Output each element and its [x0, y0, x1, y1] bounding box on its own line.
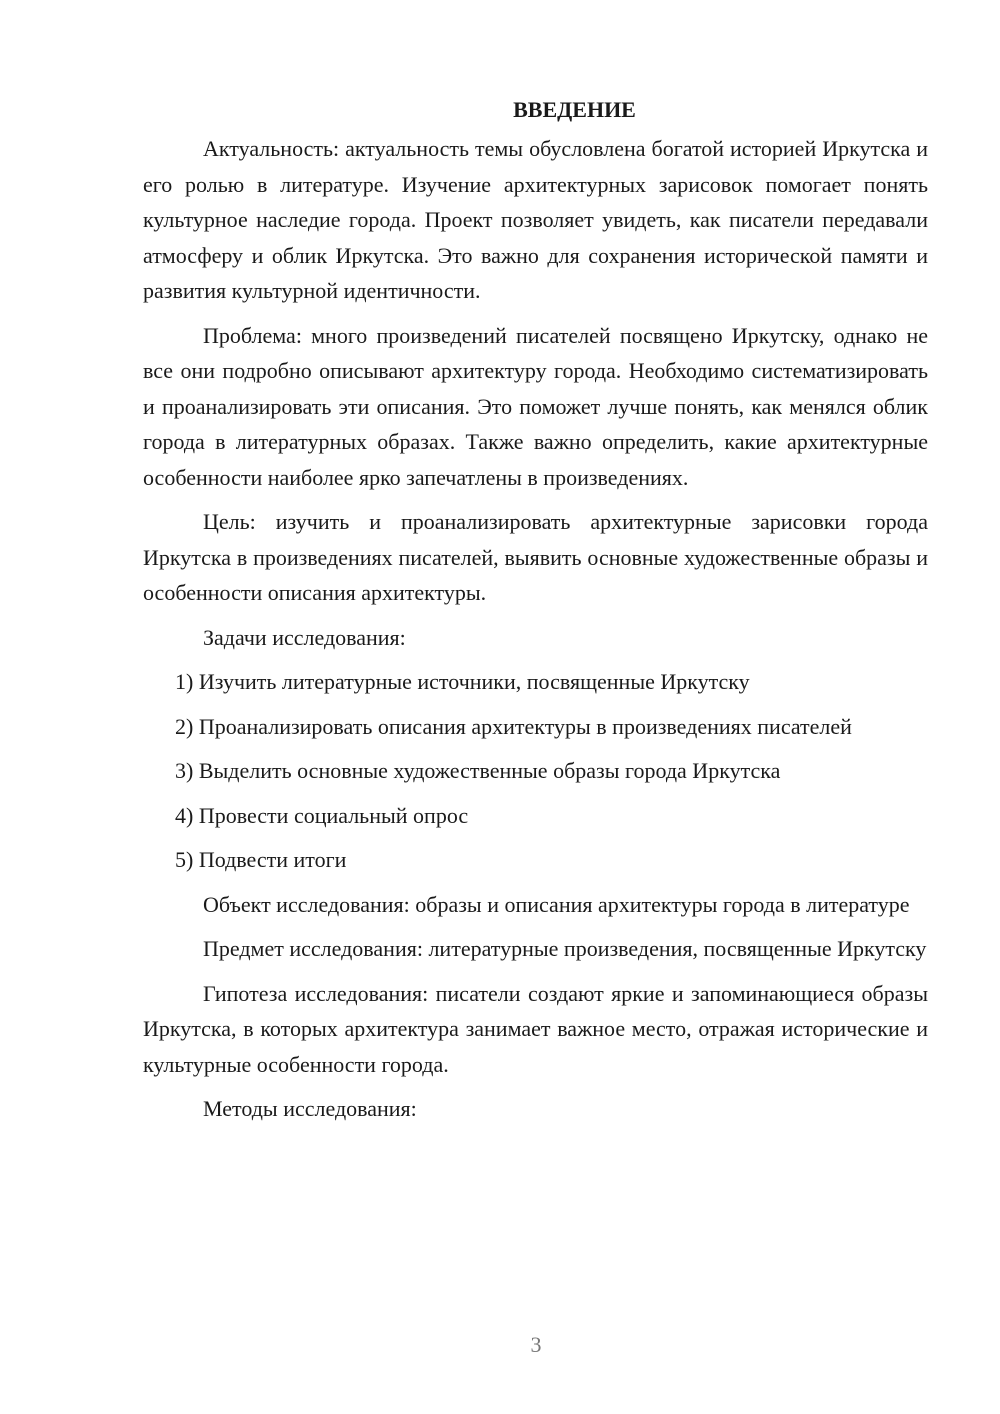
paragraph-goal: Цель: изучить и проанализировать архитектурные зарисовки города Иркутска в произведениях писателей, выявить основные художественные образы и особенности описания архитектуры.	[143, 509, 928, 605]
task-item: 4) Провести социальный опрос	[175, 802, 469, 828]
paragraph-relevance: Актуальность: актуальность темы обусловлена богатой историей Иркутска и его ролью в литературе. Изучение архитектурных зарисовок помогает понять культурное наследие города. Проект позволяет увидеть, как писатели передавали атмосферу и облик Иркутска. Это важно для сохранения исторической памяти и развития культурной идентичности.	[143, 136, 928, 303]
task-item: 2) Проанализировать описания архитектуры в произведениях писателей	[175, 713, 852, 739]
paragraph-object: Объект исследования: образы и описания архитектуры города в литературе	[203, 891, 910, 917]
methods-heading: Методы исследования:	[203, 1096, 417, 1121]
tasks-list	[143, 664, 928, 878]
document-body	[143, 92, 928, 1136]
paragraph-problem: Проблема: много произведений писателей посвящено Иркутску, однако не все они подробно описывают архитектуру города. Необходимо систематизировать и проанализировать эти описания. Это поможет лучше понять, как менялся облик города в литературных образах. Также важно определить, какие архитектурные особенности наиболее ярко запечатлены в произведениях.	[143, 322, 928, 490]
paragraph-subject: Предмет исследования: литературные произведения, посвященные Иркутску	[203, 936, 927, 961]
tasks-heading: Задачи исследования:	[203, 624, 406, 650]
task-item: 1) Изучить литературные источники, посвященные Иркутску	[175, 669, 750, 694]
paragraph-hypothesis: Гипотеза исследования: писатели создают яркие и запоминающиеся образы Иркутска, в которых архитектура занимает важное место, отражая исторические и культурные особенности города.	[143, 980, 928, 1077]
task-item: 5) Подвести итоги	[175, 847, 347, 872]
task-item: 3) Выделить основные художественные образы города Иркутска	[175, 758, 781, 783]
page-number: 3	[530, 1332, 542, 1357]
section-title: ВВЕДЕНИЕ	[513, 97, 636, 122]
